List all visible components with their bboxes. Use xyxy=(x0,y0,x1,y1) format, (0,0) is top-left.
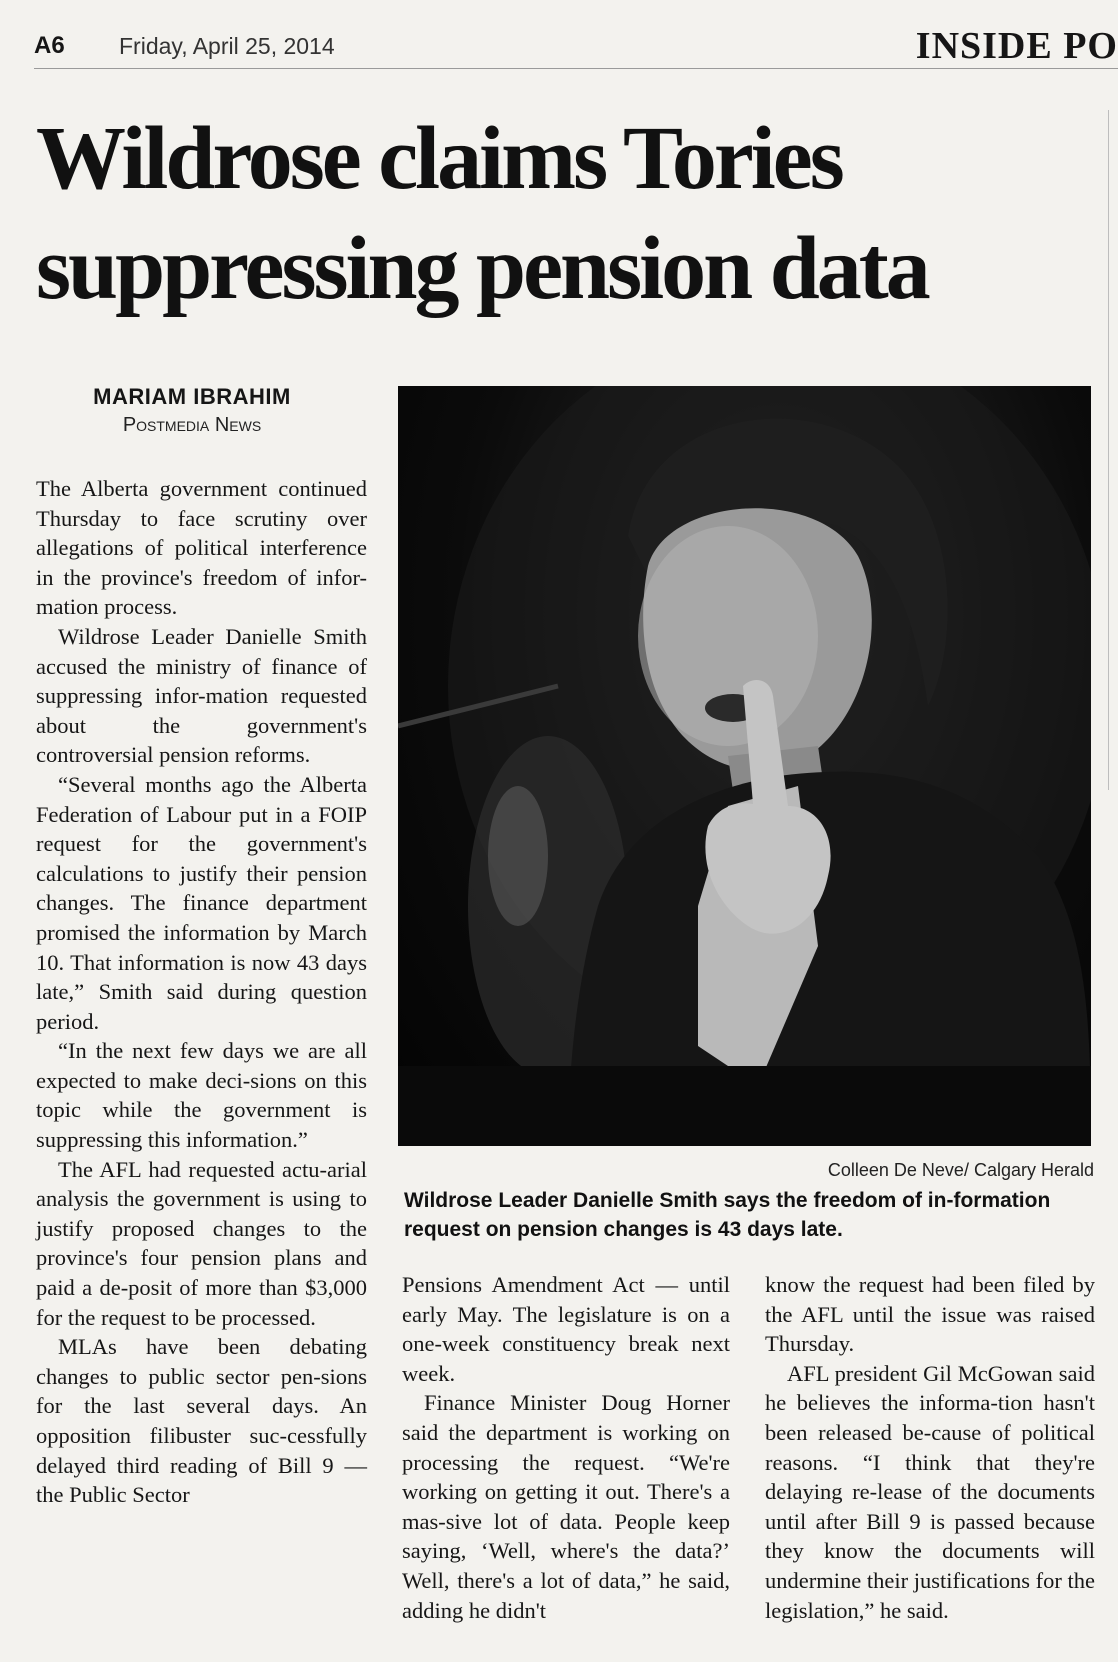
article-column-1 xyxy=(36,474,367,1510)
page-header xyxy=(34,26,1118,69)
paragraph: The AFL had requested actu-arial analysis the government is using to justify proposed changes to the province's four pension plans and paid a de-posit of more than $3,000 for the request to be processed. xyxy=(36,1156,367,1330)
paragraph: know the request had been filed by the AFL until the issue was raised Thursday. xyxy=(765,1272,1095,1357)
news-photo xyxy=(398,386,1091,1146)
paragraph: AFL president Gil McGowan said he believes the informa-tion hasn't been released be-cause of political reasons. “I think that they're delaying re-lease of the documents until after Bill 9 is passed because they know the documents will undermine their justifications for the legislation,” he said. xyxy=(765,1360,1095,1623)
paragraph: Pensions Amendment Act — until early May. The legislature is on a one-week constituency break next week. xyxy=(402,1272,730,1386)
photo-credit: Colleen De Neve/ Calgary Herald xyxy=(827,1160,1094,1180)
paragraph: The Alberta government continued Thursday to face scrutiny over allegations of political interference in the province's freedom of infor-mation process. xyxy=(36,476,367,620)
section-label: INSIDE PO xyxy=(915,25,1118,67)
article-column-2 xyxy=(402,1270,730,1625)
byline-agency: Postmedia News xyxy=(122,414,262,436)
column-rule xyxy=(1108,110,1109,790)
photo-illustration xyxy=(398,386,1091,1146)
paragraph: MLAs have been debating changes to public sector pen-sions for the last several days. An opposition filibuster suc-cessfully delayed third reading of Bill 9 — the Public Sector xyxy=(36,1334,367,1508)
paragraph: “In the next few days we are all expected to make deci-sions on this topic while the government is suppressing this information.” xyxy=(36,1038,367,1153)
article-column-3 xyxy=(765,1270,1095,1625)
paragraph: “Several months ago the Alberta Federation of Labour put in a FOIP request for the government's calculations to justify their pension changes. The finance department promised the information by March 10. That information is now 43 days late,” Smith said during question period. xyxy=(36,771,367,1034)
page-date: Friday, April 25, 2014 xyxy=(119,33,335,59)
byline xyxy=(34,384,350,437)
paragraph: Finance Minister Doug Horner said the department is working on processing the request. “We're working on getting it out. There's a mas-sive lot of data. People keep saying, ‘Well, where's the data?’ Well, there's a lot of data,” he said, adding he didn't xyxy=(402,1390,730,1623)
page-number: A6 xyxy=(34,32,65,59)
headline-line-1: Wildrose claims Tories xyxy=(36,109,842,208)
photo-caption: Wildrose Leader Danielle Smith says the freedom of in-formation request on pension changes is 43 days late. xyxy=(404,1189,1051,1241)
byline-author: MARIAM IBRAHIM xyxy=(93,384,291,409)
paragraph: Wildrose Leader Danielle Smith accused the ministry of finance of suppressing infor-mation requested about the government's controversial pension reforms. xyxy=(36,623,367,768)
headline xyxy=(36,104,1096,324)
headline-line-2: suppressing pension data xyxy=(36,219,928,318)
